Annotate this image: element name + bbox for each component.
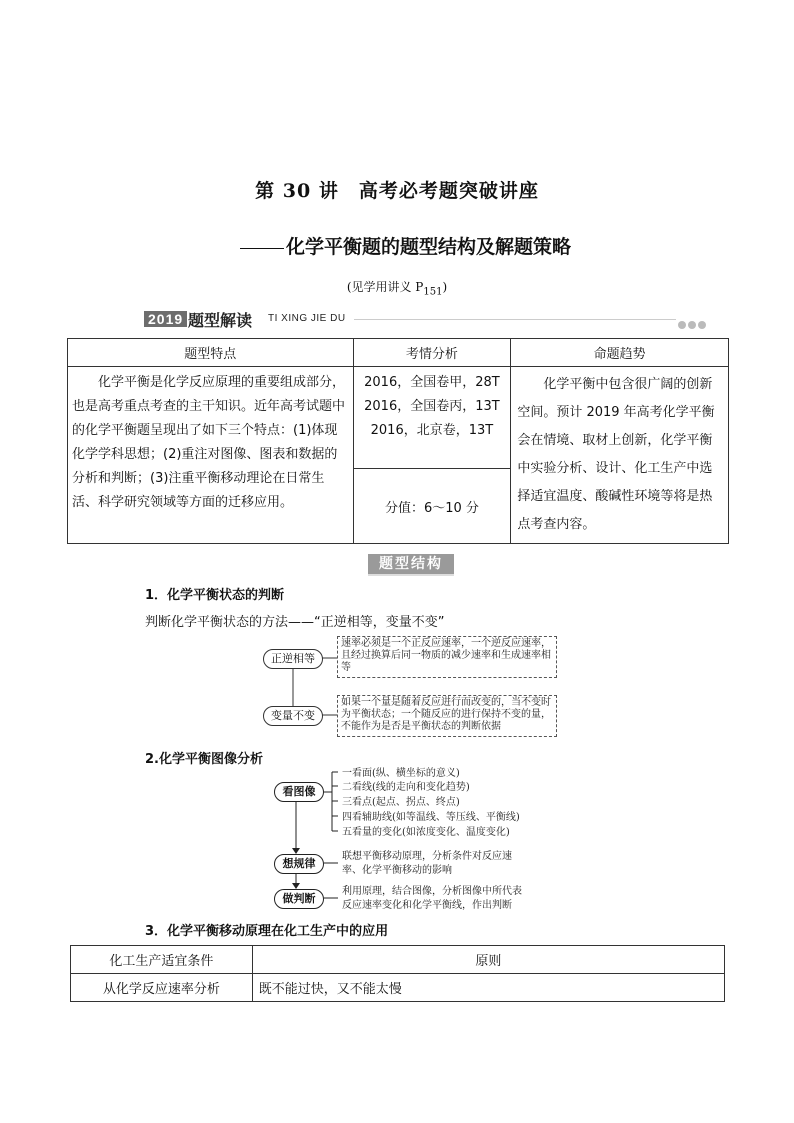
reference-note xyxy=(0,278,794,297)
header-analysis: 考情分析 xyxy=(353,339,511,367)
score-cell: 分值：6～10 分 xyxy=(353,469,511,544)
node-forward-reverse-equal: 正逆相等 xyxy=(263,649,323,669)
analysis-table xyxy=(67,338,729,544)
think-line-2: 率、化学平衡移动的影响 xyxy=(342,865,452,876)
structure-banner: 题型结构 xyxy=(368,554,454,576)
ref-text: (见学用讲义 P xyxy=(346,280,424,294)
banner-divider xyxy=(354,319,676,320)
section-banner xyxy=(144,308,706,330)
conditions-table xyxy=(70,945,725,1002)
heading-part-c: 的应用 xyxy=(349,924,389,939)
dash-line xyxy=(240,248,284,249)
page-title: 第 30 讲 高考必考题突破讲座 xyxy=(255,180,539,202)
node-look-graph: 看图像 xyxy=(274,782,324,802)
header-principle: 原则 xyxy=(252,946,724,974)
rule-box-rate: 速率必须是一个正反应速率，一个逆反应速率，且经过换算后同一物质的减少速率和生成速率相等 xyxy=(337,636,557,678)
banner-pinyin: TI XING JIE DU xyxy=(268,313,346,324)
analysis-item: 2016，全国卷甲，28T xyxy=(364,375,500,390)
step-look-line: 二看线(线的走向和变化趋势) xyxy=(342,782,470,793)
judge-line-2: 反应速率变化和化学平衡线，作出判断 xyxy=(342,900,512,911)
analysis-cell xyxy=(353,367,511,469)
heading-part-a: 3．化学平衡移动原理在 xyxy=(145,924,285,939)
state-diagram xyxy=(259,636,559,744)
cell-principle: 既不能过快，又不能太慢 xyxy=(252,974,724,1002)
year-badge: 2019 xyxy=(144,311,187,327)
header-condition: 化工生产适宜条件 xyxy=(71,946,253,974)
rule-box-variable: 如果一个量是随着反应进行而改变的，当不变时为平衡状态；一个随反应的进行保持不变的量，不能作为是否是平衡状态的判断依据 xyxy=(337,695,557,737)
features-cell: 化学平衡是化学反应原理的重要组成部分，也是高考重点考查的主干知识。近年高考试题中的化学平衡题呈现出了如下三个特点：(1)体现化学学科思想；(2)重注对图像、图表和数据的分析和判断；(3)注重平衡移动理论在日常生活、科学研究领域等方面的迁移应用。 xyxy=(68,367,354,544)
section-3-heading xyxy=(145,920,388,939)
node-judge: 做判断 xyxy=(274,889,324,909)
graph-analysis-diagram xyxy=(272,767,562,915)
section-1-line: 判断化学平衡状态的方法——“正逆相等，变量不变” xyxy=(145,615,445,630)
step-look-change: 五看量的变化(如浓度变化、温度变化) xyxy=(342,827,510,838)
subtitle-text: 化学平衡题的题型结构及解题策略 xyxy=(286,236,572,258)
cell-condition: 从化学反应速率分析 xyxy=(71,974,253,1002)
heading-part-b: 化工生产中 xyxy=(284,924,350,939)
table-row xyxy=(71,974,725,1002)
ref-end: ) xyxy=(442,280,448,294)
step-look-point: 三看点(起点、拐点、终点) xyxy=(342,797,460,808)
ref-subscript: 151 xyxy=(423,286,443,298)
section-2-heading: 2.化学平衡图像分析 xyxy=(145,752,263,767)
step-look-auxiliary: 四看辅助线(如等温线、等压线、平衡线) xyxy=(342,812,520,823)
header-trend: 命题趋势 xyxy=(511,339,729,367)
analysis-item: 2016，北京卷，13T xyxy=(370,423,494,438)
section-1-heading: 1．化学平衡状态的判断 xyxy=(145,588,285,603)
page-subtitle xyxy=(240,232,571,259)
trend-cell: 化学平衡中包含很广阔的创新空间。预计 2019 年高考化学平衡会在情境、取材上创新，化学平衡中实验分析、设计、化工生产中选择适宜温度、酸碱性环境等将是热点考查内容。 xyxy=(511,367,729,544)
dots-icon xyxy=(676,314,706,333)
node-think-rule: 想规律 xyxy=(274,854,324,874)
judge-line-1: 利用原理，结合图像，分析图像中所代表 xyxy=(342,886,522,897)
analysis-item: 2016，全国卷丙，13T xyxy=(364,399,500,414)
banner-title: 题型解读 xyxy=(188,311,253,330)
node-variable-constant: 变量不变 xyxy=(263,706,323,726)
header-features: 题型特点 xyxy=(68,339,354,367)
step-look-surface: 一看面(纵、横坐标的意义) xyxy=(342,768,460,779)
think-line-1: 联想平衡移动原理，分析条件对反应速 xyxy=(342,851,512,862)
